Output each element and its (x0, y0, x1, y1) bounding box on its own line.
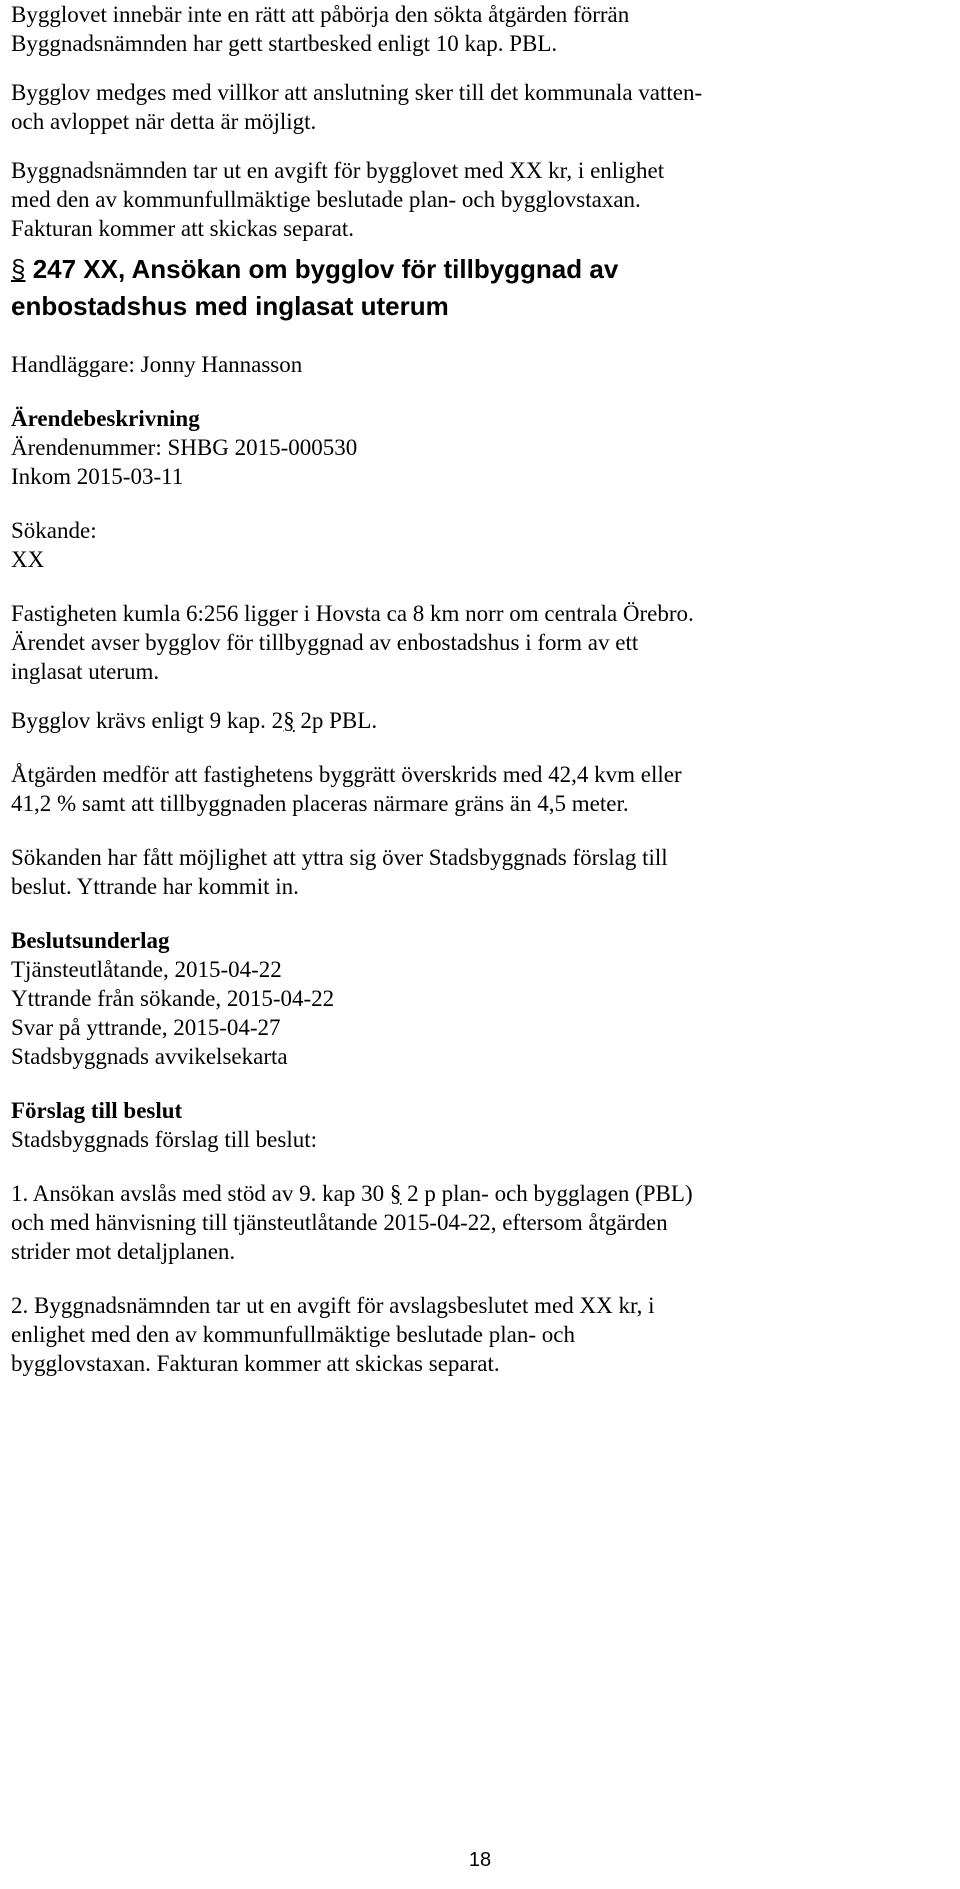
case-number: Ärendenummer: SHBG 2015-000530 (11, 435, 358, 460)
text-line: inglasat uterum. (11, 659, 160, 684)
text-line: med den av kommunfullmäktige beslutade plan- och bygglovstaxan. (11, 187, 641, 212)
basis-item: Yttrande från sökande, 2015-04-22 (11, 986, 335, 1011)
section-sign: § (11, 254, 26, 284)
section-heading (11, 251, 951, 325)
document-body (11, 0, 951, 1378)
paragraph-villkor (11, 78, 951, 136)
text-line: Fastigheten kumla 6:256 ligger i Hovsta ca 8 km norr om centrala Örebro. (11, 601, 694, 626)
paragraph-startbesked (11, 0, 951, 58)
proposal-intro: Stadsbyggnads förslag till beslut: (11, 1127, 318, 1152)
text-fragment: 1. Ansökan avslås med stöd av 9. kap 30 (11, 1181, 390, 1206)
basis-item: Svar på yttrande, 2015-04-27 (11, 1015, 281, 1040)
basis-item: Stadsbyggnads avvikelsekarta (11, 1044, 288, 1069)
text-line: bygglovstaxan. Fakturan kommer att skickas separat. (11, 1351, 500, 1376)
handler: Handläggare: Jonny Hannasson (11, 352, 303, 377)
page-number: 18 (468, 1849, 492, 1871)
text-line: Åtgärden medför att fastighetens byggrätt överskrids med 42,4 kvm eller (11, 762, 682, 787)
text-fragment: Bygglov krävs enligt 9 kap. 2 (11, 708, 284, 733)
description-heading: Ärendebeskrivning (11, 406, 200, 431)
paragraph-fastighet (11, 599, 951, 686)
proposal-item-1 (11, 1179, 951, 1266)
text-line: Sökanden har fått möjlighet att yttra sig över Stadsbyggnads förslag till (11, 845, 668, 870)
text-line: och avloppet när detta är möjligt. (11, 109, 317, 134)
proposal-heading: Förslag till beslut (11, 1098, 183, 1123)
paragraph-yttrande (11, 843, 951, 901)
text-line: Ärendet avser bygglov för tillbyggnad av enbostadshus i form av ett (11, 630, 639, 655)
paragraph-bygglov-kravs (11, 706, 951, 735)
text-line: strider mot detaljplanen. (11, 1239, 236, 1264)
text-fragment: 2 p plan- och bygglagen (PBL) (401, 1181, 693, 1206)
section-sign: § (283, 708, 295, 733)
section-sign: § (389, 1181, 402, 1206)
applicant-label: Sökande: (11, 518, 97, 543)
text-line: beslut. Yttrande har kommit in. (11, 874, 299, 899)
text-line: enlighet med den av kommunfullmäktige beslutade plan- och (11, 1322, 575, 1347)
text-line: 41,2 % samt att tillbyggnaden placeras närmare gräns än 4,5 meter. (11, 791, 629, 816)
basis-heading: Beslutsunderlag (11, 928, 170, 953)
text-line: Byggnadsnämnden har gett startbesked enligt 10 kap. PBL. (11, 31, 558, 56)
section-title-line-1: 247 XX, Ansökan om bygglov för tillbyggnad av (25, 254, 619, 284)
section-title-line-2: enbostadshus med inglasat uterum (11, 291, 449, 321)
text-line: och med hänvisning till tjänsteutlåtande 2015-04-22, eftersom åtgärden (11, 1210, 668, 1235)
text-line: Fakturan kommer att skickas separat. (11, 216, 354, 241)
paragraph-atgarden (11, 760, 951, 818)
proposal-item-2 (11, 1291, 951, 1378)
text-fragment: 2p PBL. (294, 708, 378, 733)
basis-item: Tjänsteutlåtande, 2015-04-22 (11, 957, 282, 982)
paragraph-avgift (11, 156, 951, 243)
applicant-value: XX (11, 547, 45, 572)
text-line: 2. Byggnadsnämnden tar ut en avgift för avslagsbeslutet med XX kr, i (11, 1293, 655, 1318)
text-line: Byggnadsnämnden tar ut en avgift för bygglovet med XX kr, i enlighet (11, 158, 665, 183)
text-line: Bygglovet innebär inte en rätt att påbörja den sökta åtgärden förrän (11, 2, 630, 27)
text-line: Bygglov medges med villkor att anslutning sker till det kommunala vatten- (11, 80, 703, 105)
received-date: Inkom 2015-03-11 (11, 464, 184, 489)
